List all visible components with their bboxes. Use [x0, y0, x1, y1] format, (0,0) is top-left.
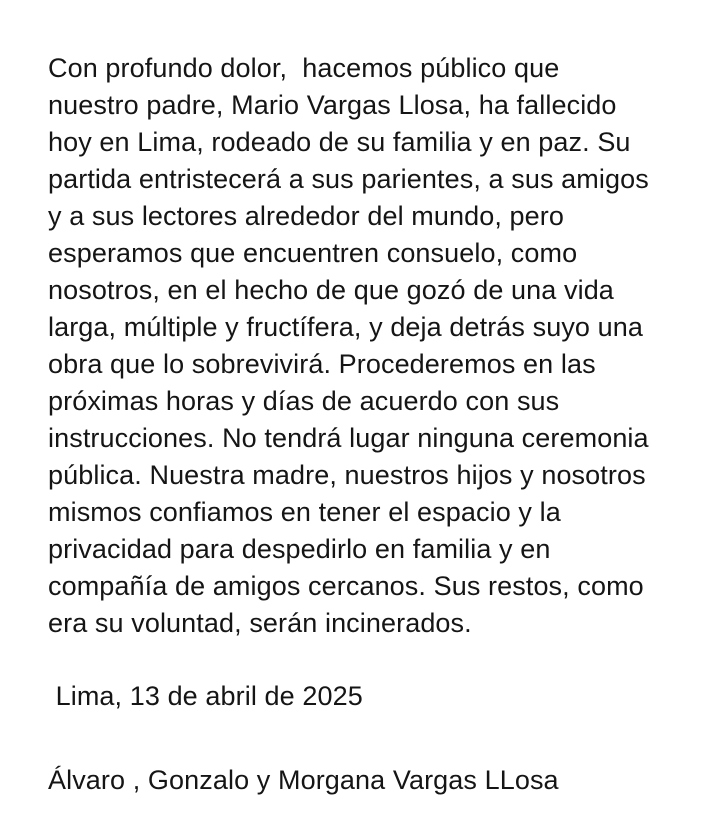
announcement-content	[48, 50, 689, 799]
signature-line: Álvaro , Gonzalo y Morgana Vargas LLosa	[48, 765, 559, 795]
date-line: Lima, 13 de abril de 2025	[48, 681, 363, 711]
obituary-paragraph: Con profundo dolor, hacemos público que nuestro padre, Mario Vargas Llosa, ha fallecido hoy en Lima, rodeado de su familia y en paz. Su partida entristecerá a sus parientes, a sus amigos y a sus lectores alrededor del mundo, pero esperamos que encuentren consuelo, como nosotros, en el hecho de que gozó de una vida larga, múltiple y fructífera, y deja detrás suyo una obra que lo sobrevivirá. Procederemos en las próximas horas y días de acuerdo con sus instrucciones. No tendrá lugar ninguna ceremonia pública. Nuestra madre, nuestros hijos y nosotros mismos confiamos en tener el espacio y la privacidad para despedirlo en familia y en compañía de amigos cercanos. Sus restos, como era su voluntad, serán incinerados.	[48, 53, 649, 638]
